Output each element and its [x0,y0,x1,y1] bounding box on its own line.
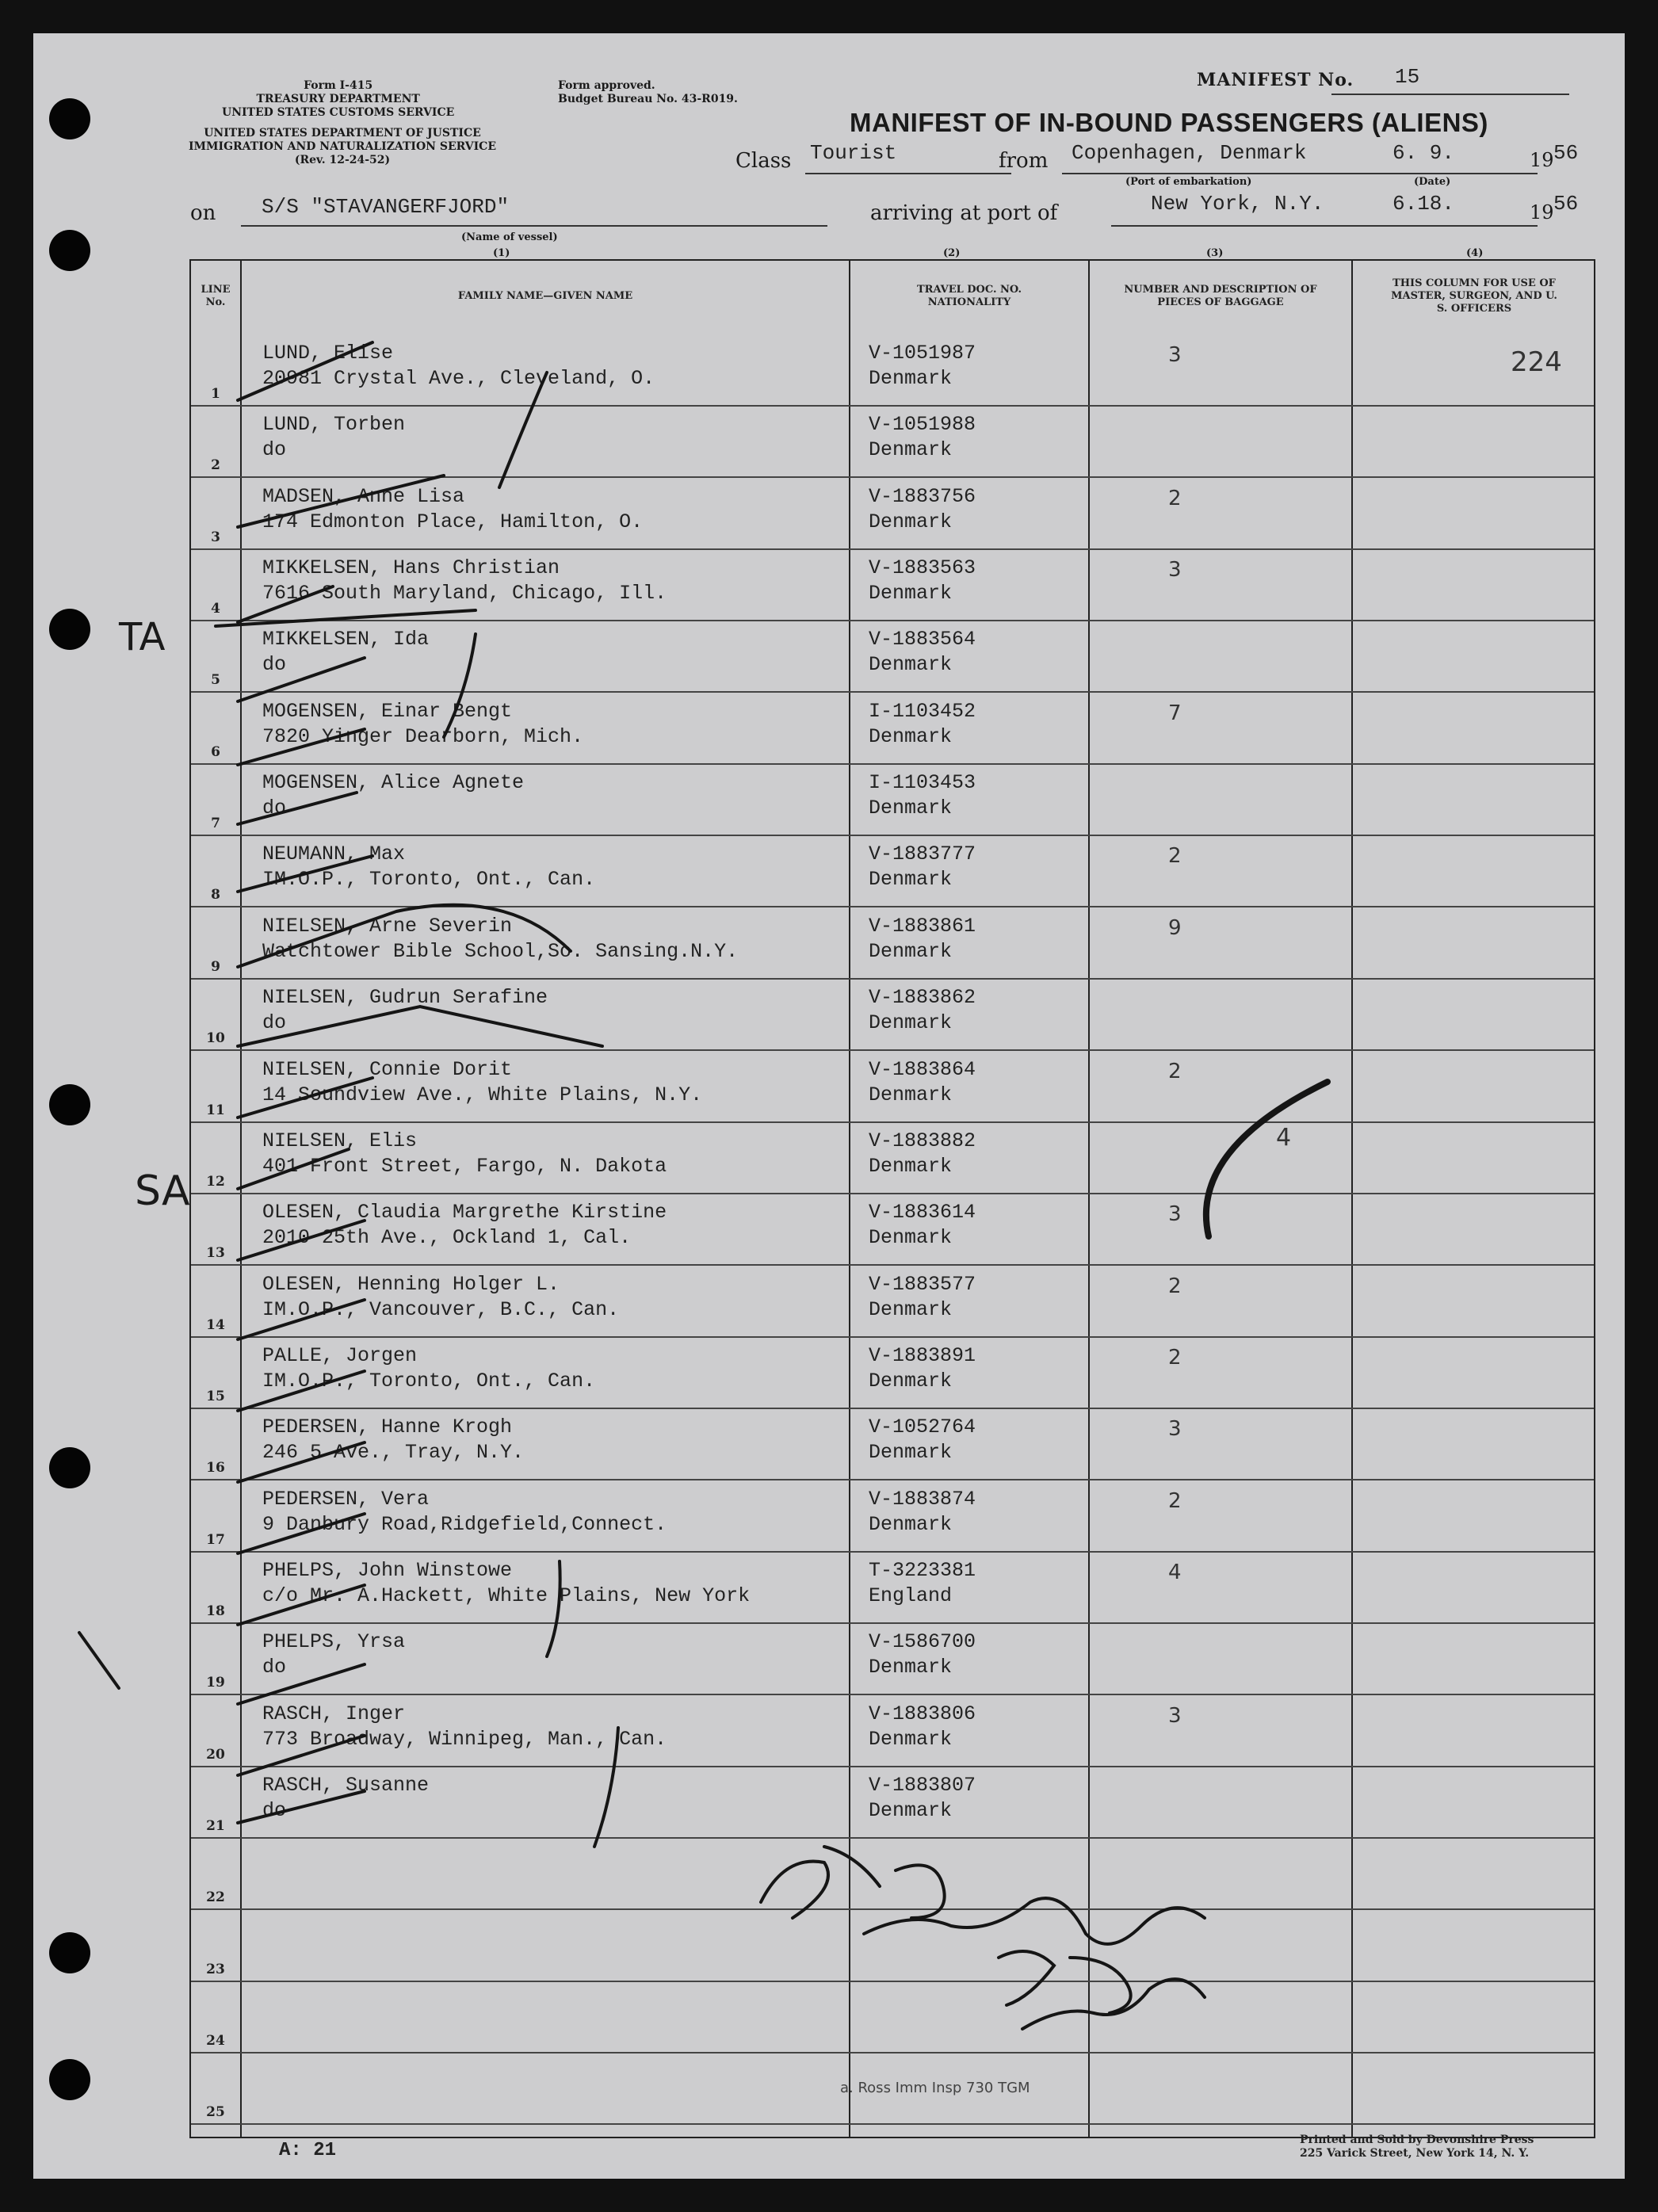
table-row [191,1981,1594,2052]
baggage-count: 9 [1168,916,1182,940]
line-number: 4 [211,601,220,617]
baggage-count: 3 [1168,343,1182,367]
table-row [191,1121,1594,1193]
nationality: Denmark [869,367,953,390]
nationality: Denmark [869,438,953,461]
margin-mark-sa: SA [135,1167,190,1215]
baggage-count: 2 [1168,1060,1182,1083]
passenger-name: NEUMANN, Max [262,842,406,865]
table-row [191,907,1594,978]
line-number: 22 [206,1889,225,1905]
arrival-year: 56 [1553,192,1579,216]
line-number: 8 [211,887,220,903]
class-underline [805,173,1011,174]
table-row [191,1551,1594,1622]
baggage-count: 3 [1168,1417,1182,1441]
baggage-count: 2 [1168,487,1182,510]
manifest-no-underline [1331,94,1569,95]
travel-doc-number: V-1883777 [869,842,976,865]
baggage-count: 3 [1168,1202,1182,1226]
travel-doc-number: V-1883564 [869,628,976,651]
nationality: Denmark [869,1083,953,1106]
table-row [191,1408,1594,1479]
header-officers: THIS COLUMN FOR USE OF MASTER, SURGEON, AND U. S. OFFICERS [1391,277,1557,315]
line-number: 19 [206,1675,225,1691]
table-row [191,835,1594,906]
customs-service: UNITED STATES CUSTOMS SERVICE [222,106,455,119]
passenger-name: MIKKELSEN, Hans Christian [262,556,560,579]
line-number: 5 [211,672,220,688]
punch-hole [49,1932,90,1973]
passenger-address: IM.O.P., Toronto, Ont., Can. [262,868,596,891]
passenger-name: OLESEN, Henning Holger L. [262,1273,560,1296]
travel-doc-number: V-1883614 [869,1201,976,1224]
travel-doc-number: V-1883882 [869,1129,976,1152]
table-row [191,2052,1594,2123]
departure-year: 56 [1553,141,1579,165]
nationality: Denmark [869,1155,953,1178]
passenger-address: c/o Mr. A.Hackett, White Plains, New York [262,1584,751,1607]
passenger-name: PHELPS, John Winstowe [262,1559,513,1582]
passenger-address: do [262,797,287,819]
punch-hole [49,1447,90,1488]
travel-doc-number: V-1883874 [869,1488,976,1511]
table-row [191,1050,1594,1121]
passenger-name: NIELSEN, Elis [262,1129,418,1152]
header-line-no: LINE No. [201,284,231,308]
passenger-name: NIELSEN, Arne Severin [262,915,513,938]
travel-doc-number: V-1883864 [869,1058,976,1081]
line-number: 7 [211,816,220,831]
col-number-3: (3) [1206,247,1224,259]
table-row [191,978,1594,1049]
nationality: Denmark [869,797,953,819]
passenger-name: PEDERSEN, Vera [262,1488,430,1511]
signature: a. Ross Imm Insp 730 TGM [840,2080,1030,2096]
passenger-address: 773 Broadway, Winnipeg, Man., Can. [262,1728,667,1751]
line-number: 16 [206,1460,225,1476]
baggage-count: 4 [1168,1561,1182,1584]
header-baggage: NUMBER AND DESCRIPTION OF PIECES OF BAGGAGE [1124,284,1317,308]
from-label: from [999,149,1049,173]
form-approved: Form approved. [558,79,655,92]
line-number: 3 [211,529,220,545]
nationality: Denmark [869,1298,953,1321]
passenger-address: IM.O.P., Vancouver, B.C., Can. [262,1298,620,1321]
line-number: 6 [211,744,220,760]
punch-hole [49,2059,90,2100]
travel-doc-number: V-1586700 [869,1630,976,1653]
col-number-1: (1) [493,247,510,259]
vessel-caption: (Name of vessel) [461,231,558,243]
header-travel-doc: TRAVEL DOC. NO. NATIONALITY [916,284,1022,308]
passenger-address: do [262,653,287,676]
circle-note: 4 [1276,1124,1292,1152]
passenger-table [189,259,1595,2138]
arrival-underline [1111,225,1538,227]
baggage-count: 7 [1168,701,1182,725]
table-row [191,1694,1594,1766]
port-caption: (Port of embarkation) [1125,176,1252,188]
travel-doc-number: V-1883891 [869,1344,976,1367]
passenger-name: PALLE, Jorgen [262,1344,418,1367]
travel-doc-number: V-1052764 [869,1415,976,1438]
passenger-address: do [262,1656,287,1679]
travel-doc-number: I-1103452 [869,700,976,723]
vessel-name: S/S "STAVANGERFJORD" [262,195,510,219]
line-number: 25 [206,2104,225,2120]
baggage-count: 2 [1168,1346,1182,1370]
printer-name: Printed and Sold by Devonshire Press [1300,2134,1534,2146]
passenger-address: 14 Soundview Ave., White Plains, N.Y. [262,1083,703,1106]
travel-doc-number: T-3223381 [869,1559,976,1582]
nationality: Denmark [869,653,953,676]
passenger-name: OLESEN, Claudia Margrethe Kirstine [262,1201,667,1224]
printer-address: 225 Varick Street, New York 14, N. Y. [1300,2147,1530,2160]
passenger-address: 9 Danbury Road,Ridgefield,Connect. [262,1513,667,1536]
col-number-4: (4) [1466,247,1484,259]
table-row [191,1336,1594,1408]
year-prefix: 19 [1530,149,1554,171]
class-label: Class [735,149,792,173]
passenger-name: RASCH, Susanne [262,1774,430,1797]
passenger-name: LUND, Torben [262,413,406,436]
nationality: Denmark [869,510,953,533]
from-underline [1062,173,1538,174]
passenger-address: do [262,438,287,461]
nationality: Denmark [869,582,953,605]
passenger-address: do [262,1011,287,1034]
on-label: on [190,201,216,225]
line-number: 1 [211,386,220,402]
nationality: Denmark [869,1799,953,1822]
nationality: England [869,1584,953,1607]
line-number: 15 [206,1389,225,1404]
from-value: Copenhagen, Denmark [1072,141,1307,165]
travel-doc-number: I-1103453 [869,771,976,794]
punch-hole [49,230,90,271]
manifest-no-value: 15 [1395,65,1420,89]
nationality: Denmark [869,1011,953,1034]
line-number: 14 [206,1317,225,1333]
officer-note: 224 [1511,346,1562,378]
table-row [191,1193,1594,1264]
nationality: Denmark [869,1370,953,1393]
travel-doc-number: V-1883563 [869,556,976,579]
departure-date: 6. 9. [1392,141,1455,165]
nationality: Denmark [869,1728,953,1751]
punch-hole [49,98,90,139]
travel-doc-number: V-1883806 [869,1702,976,1725]
table-row [191,692,1594,763]
nationality: Denmark [869,1226,953,1249]
passenger-name: RASCH, Inger [262,1702,406,1725]
nationality: Denmark [869,940,953,963]
passenger-address: IM.O.P., Toronto, Ont., Can. [262,1370,596,1393]
line-number: 20 [206,1747,225,1763]
passenger-address: 20981 Crystal Ave., Cleveland, O. [262,367,655,390]
budget-bureau-number: Budget Bureau No. 43-R019. [558,93,738,105]
passenger-address: Watchtower Bible School,So. Sansing.N.Y. [262,940,739,963]
approval-block [558,79,738,106]
line-number: 13 [206,1245,225,1261]
arrival-date: 6.18. [1392,192,1455,216]
line-number: 24 [206,2033,225,2049]
form-number-block [222,79,454,120]
passenger-address: 246 5 Ave., Tray, N.Y. [262,1441,525,1464]
baggage-count: 2 [1168,1274,1182,1298]
ins-label: IMMIGRATION AND NATURALIZATION SERVICE [189,140,496,153]
year-prefix: 19 [1530,201,1554,223]
table-row [191,1909,1594,1981]
passenger-name: MOGENSEN, Alice Agnete [262,771,525,794]
row-divider [191,2123,1594,2125]
form-number: Form I-415 [304,79,373,92]
baggage-count: 3 [1168,1704,1182,1728]
table-row [191,548,1594,620]
baggage-count: 2 [1168,844,1182,868]
printer-credit [1300,2134,1534,2160]
stamp-a21: A: 21 [279,2140,337,2161]
passenger-name: MADSEN, Anne Lisa [262,485,465,508]
passenger-name: NIELSEN, Connie Dorit [262,1058,513,1081]
travel-doc-number: V-1883861 [869,915,976,938]
margin-mark-ta: TA [119,615,166,659]
punch-hole [49,1084,90,1125]
manifest-no-label: MANIFEST No. [1197,70,1354,90]
travel-doc-number: V-1883807 [869,1774,976,1797]
line-number: 12 [206,1174,225,1190]
table-row [191,1622,1594,1694]
line-number: 18 [206,1603,225,1619]
line-number: 21 [206,1818,225,1834]
table-row [191,763,1594,835]
vessel-underline [241,225,827,227]
travel-doc-number: V-1883577 [869,1273,976,1296]
doj-block [189,127,496,167]
table-row [191,1480,1594,1551]
table-row [191,334,1594,405]
manifest-page [33,33,1625,2179]
date-caption: (Date) [1414,176,1451,188]
table-row [191,405,1594,476]
nationality: Denmark [869,725,953,748]
travel-doc-number: V-1051987 [869,342,976,365]
passenger-address: 2010 25th Ave., Ockland 1, Cal. [262,1226,632,1249]
nationality: Denmark [869,1441,953,1464]
passenger-address: 401 Front Street, Fargo, N. Dakota [262,1155,667,1178]
manifest-title: MANIFEST OF IN-BOUND PASSENGERS (ALIENS) [850,108,1488,137]
table-row [191,477,1594,548]
passenger-address: 7820 Yinger Dearborn, Mich. [262,725,584,748]
passenger-name: MIKKELSEN, Ida [262,628,430,651]
line-number: 11 [206,1102,225,1118]
travel-doc-number: V-1883756 [869,485,976,508]
passenger-name: NIELSEN, Gudrun Serafine [262,986,548,1009]
table-row [191,1265,1594,1336]
passenger-name: MOGENSEN, Einar Bengt [262,700,513,723]
passenger-address: 174 Edmonton Place, Hamilton, O. [262,510,644,533]
baggage-count: 2 [1168,1489,1182,1513]
nationality: Denmark [869,1513,953,1536]
arrival-port: New York, N.Y. [1151,192,1324,216]
line-number: 9 [211,959,220,975]
passenger-name: LUND, Elise [262,342,394,365]
arriving-label: arriving at port of [870,201,1058,225]
baggage-count: 3 [1168,558,1182,582]
passenger-address: 7616 South Maryland, Chicago, Ill. [262,582,667,605]
passenger-address: do [262,1799,287,1822]
table-row [191,1766,1594,1837]
nationality: Denmark [869,868,953,891]
nationality: Denmark [869,1656,953,1679]
department-of-justice: UNITED STATES DEPARTMENT OF JUSTICE [204,127,481,139]
treasury-department: TREASURY DEPARTMENT [256,93,420,105]
passenger-name: PEDERSEN, Hanne Krogh [262,1415,513,1438]
class-value: Tourist [810,141,897,165]
travel-doc-number: V-1051988 [869,413,976,436]
line-number: 23 [206,1962,225,1977]
col-number-2: (2) [943,247,961,259]
line-number: 17 [206,1532,225,1548]
revision-date: (Rev. 12-24-52) [294,154,391,166]
passenger-name: PHELPS, Yrsa [262,1630,406,1653]
line-number: 10 [206,1030,225,1046]
table-row [191,1837,1594,1908]
header-name: FAMILY NAME—GIVEN NAME [457,290,633,302]
line-number: 2 [211,457,220,473]
travel-doc-number: V-1883862 [869,986,976,1009]
punch-hole [49,609,90,650]
table-row [191,620,1594,691]
